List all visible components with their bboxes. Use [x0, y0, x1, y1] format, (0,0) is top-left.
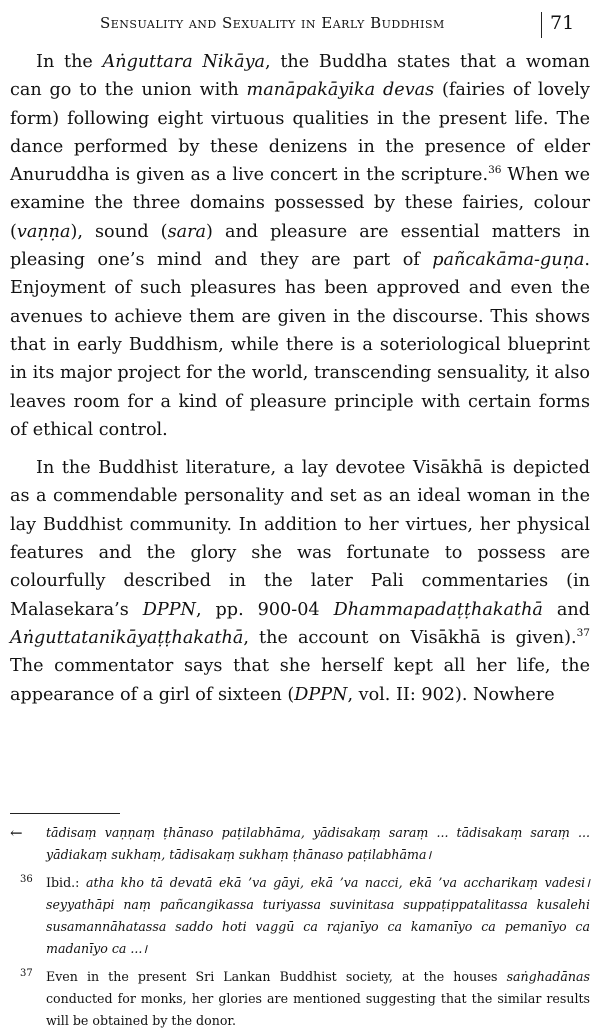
- text: When we examine the three domains possessed by these fairies, colour (: [10, 165, 590, 242]
- text: , pp. 900-04: [195, 599, 334, 620]
- italic-term: DPPN: [142, 599, 196, 620]
- footnote-italic: atha kho tā devatā ekā ’va gāyi, ekā ’va nacci, ekā ’va accharikaṃ vadesi। seyyathāpi naṃ pañcangikassa turiyassa suvinitasa suppaṭippatalitassa kusalehi susamannāhatassa saddo hoti vaggū ca rajanīyo ca kamanīyo ca pemanīyo ca madanīyo ca ...।: [46, 875, 590, 956]
- text: ) and pleasure are essential matters in pleasing one’s mind and they are part of: [10, 221, 591, 271]
- body-text: [10, 48, 590, 709]
- page-number: 71: [550, 12, 575, 34]
- italic-term: pañcakāma-guṇa: [432, 250, 585, 271]
- footnote-separator: [10, 813, 120, 814]
- footnote-continued: [10, 822, 590, 866]
- header-divider: [541, 12, 542, 38]
- footnote-text: Even in the present Sri Lankan Buddhist society, at the houses: [46, 969, 507, 984]
- footnote-ref-36: 36: [488, 164, 502, 177]
- footnote-number: 36: [20, 874, 33, 885]
- text: ), sound (: [70, 221, 168, 242]
- text: (fairies of lovely form) following eight virtuous qualities in the present life. The dance performed by these denizens in the presence of elder Anuruddha is given as a live concert in the scripture.: [10, 80, 590, 186]
- italic-term: Aṅguttatanikāyaṭṭhakathā: [10, 627, 244, 648]
- footnote-number: 37: [20, 968, 33, 979]
- italic-term: Dhammapadaṭṭhakathā: [333, 599, 543, 620]
- running-title: Sensuality and Sexuality in Early Buddhism: [100, 14, 445, 32]
- text: , vol. II: 902). Nowhere: [347, 684, 555, 705]
- text: In the: [36, 52, 103, 72]
- text: In the Buddhist literature, a lay devotee Visākhā is depicted as a commendable personality and set as an ideal woman in the lay Buddhist community. In addition to her virtues, her physical features and the glory she was fortunate to possess are colourfully described in the later Pali commentaries (in Malasekara’s: [10, 458, 590, 620]
- paragraph-2: [10, 454, 590, 709]
- text: , the account on Visākhā is given).: [243, 627, 577, 648]
- text: The commentator says that she herself kept all her life, the appearance of a girl of sixteen (: [10, 656, 590, 705]
- text: . Enjoyment of such pleasures has been approved and even the avenues to achieve them are given in the discourse. This shows that in early Buddhism, while there is a soteriological blueprint in its major project for the world, transcending sensuality, it also leaves room for a kind of pleasure principle with certain forms of ethical control.: [10, 250, 590, 440]
- italic-term: manāpakāyika devas: [246, 80, 435, 101]
- text: , the Buddha states that a woman can go to the union with: [10, 52, 591, 101]
- footnote-ref-37: 37: [576, 627, 590, 640]
- footnote-37: [10, 966, 590, 1032]
- paragraph-1: [10, 48, 590, 444]
- italic-term: sara: [167, 221, 206, 242]
- footnotes: [10, 822, 590, 1032]
- page-header: [0, 8, 600, 42]
- italic-term: DPPN: [294, 684, 348, 705]
- italic-term: vaṇṇa: [16, 221, 71, 242]
- footnote-text: tādisaṃ vaṇṇaṃ ṭhānaso paṭilabhāma, yādisakaṃ saraṃ ... tādisakaṃ saraṃ ... yādiakaṃ sukhaṃ, tādisakaṃ sukhaṃ ṭhānaso paṭilabhāma।: [46, 825, 590, 862]
- italic-term: Aṅguttara Nikāya: [102, 52, 266, 72]
- footnote-text: conducted for monks, her glories are mentioned suggesting that the similar results will be obtained by the donor.: [46, 991, 590, 1028]
- footnote-italic: saṅghadānas: [506, 969, 590, 984]
- arrow-left-icon: ←: [10, 824, 23, 842]
- footnote-text: Ibid.:: [46, 875, 86, 890]
- text: and: [542, 599, 591, 620]
- footnote-36: [10, 872, 590, 960]
